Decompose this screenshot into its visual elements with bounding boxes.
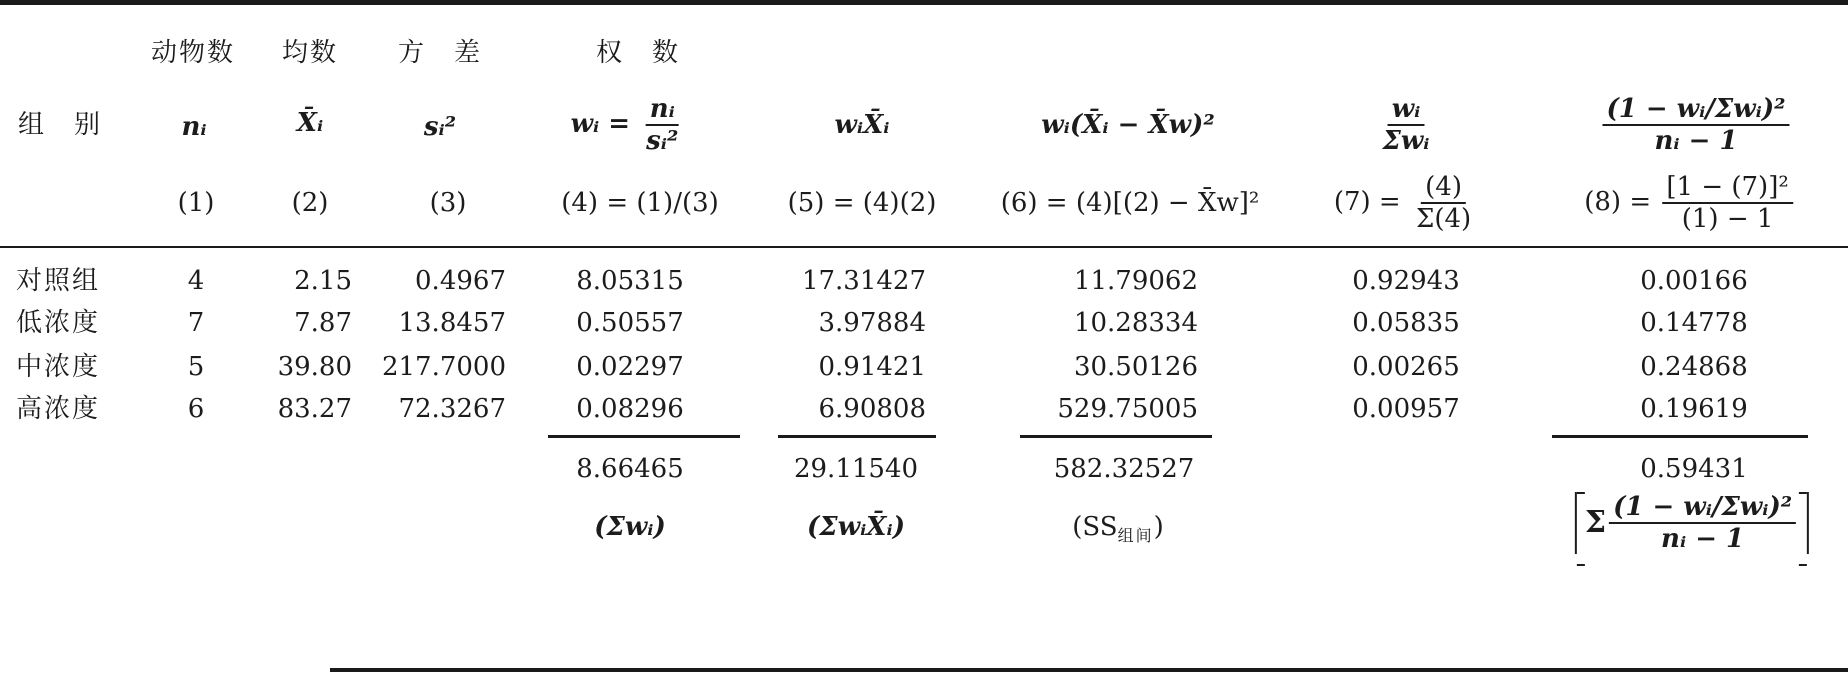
row-4-w: 0.08296 (576, 394, 684, 424)
row-4-group: 高浓度 (16, 394, 101, 424)
row-2-c7: 0.05835 (1352, 308, 1460, 338)
row-1-w: 8.05315 (576, 266, 684, 296)
top-rule (0, 0, 1848, 5)
row-1-group: 对照组 (16, 266, 101, 296)
header-mean: 均数 (281, 38, 339, 68)
row-1-mean: 2.15 (294, 266, 352, 296)
ss-subscript: 组间 (1117, 526, 1154, 546)
total-label-wx: (ΣwᵢX̄ᵢ) (807, 512, 905, 542)
sum-line-wd (1020, 435, 1212, 438)
total-label-wd (1072, 512, 1163, 551)
formula-7-lhs: (7) = (1333, 187, 1401, 217)
header-symbol-weight (571, 94, 686, 156)
c8-sum-numerator: (1 − wᵢ/Σwᵢ)² (1609, 492, 1796, 524)
formula-8-fraction (1662, 172, 1792, 234)
weight-lhs: wᵢ = (570, 109, 631, 139)
row-3-w: 0.02297 (576, 352, 684, 382)
formula-3: (3) (429, 188, 467, 218)
row-2-n: 7 (187, 308, 205, 338)
formula-8-denominator: (1) − 1 (1681, 204, 1774, 234)
formula-8-numerator: [1 − (7)]² (1662, 172, 1792, 204)
row-1-var: 0.4967 (415, 266, 506, 296)
row-3-c7: 0.00265 (1352, 352, 1460, 382)
row-1-n: 4 (187, 266, 205, 296)
total-label-w: (Σwᵢ) (594, 512, 666, 542)
header-animal-count: 动物数 (150, 38, 236, 68)
total-c8: 0.59431 (1640, 454, 1748, 484)
formula-2: (2) (291, 188, 329, 218)
row-2-var: 13.8457 (398, 308, 506, 338)
ratio-fraction (1379, 94, 1434, 156)
header-symbol-ratio (1376, 94, 1437, 156)
row-4-mean: 83.27 (277, 394, 352, 424)
weight-numerator: nᵢ (646, 94, 679, 126)
header-rule (0, 246, 1848, 248)
total-label-c8 (1575, 492, 1809, 554)
row-3-c8: 0.24868 (1640, 352, 1748, 382)
row-4-c7: 0.00957 (1352, 394, 1460, 424)
row-1-wd: 11.79062 (1073, 266, 1198, 296)
row-4-n: 6 (187, 394, 205, 424)
ratio-denominator: Σwᵢ (1382, 126, 1430, 156)
header-symbol-variance: sᵢ² (423, 112, 457, 142)
c8-sum-fraction (1609, 492, 1796, 554)
c8-denominator: nᵢ − 1 (1654, 126, 1738, 156)
ss-suffix: ) (1153, 512, 1164, 542)
bottom-rule (330, 668, 1848, 672)
formula-5: (5) = (4)(2) (787, 188, 937, 218)
header-symbol-wx: wᵢX̄ᵢ (834, 110, 890, 140)
formula-6: (6) = (4)[(2) − X̄w]² (1000, 188, 1260, 218)
formula-8 (1584, 172, 1796, 234)
formula-1: (1) (177, 188, 215, 218)
row-3-mean: 39.80 (277, 352, 352, 382)
c8-fraction (1602, 94, 1789, 156)
ss-prefix: (SS (1072, 512, 1118, 542)
c8-sum-denominator: nᵢ − 1 (1661, 524, 1745, 554)
row-2-group: 低浓度 (16, 308, 101, 338)
row-2-mean: 7.87 (294, 308, 352, 338)
row-4-var: 72.3267 (398, 394, 506, 424)
header-symbol-mean: X̄ᵢ (296, 108, 324, 138)
formula-8-lhs: (8) = (1584, 187, 1652, 217)
header-weight: 权 数 (595, 38, 681, 68)
row-1-c8: 0.00166 (1640, 266, 1748, 296)
header-group: 组 别 (18, 110, 103, 140)
row-3-n: 5 (187, 352, 205, 382)
row-4-c8: 0.19619 (1640, 394, 1748, 424)
row-2-wd: 10.28334 (1073, 308, 1198, 338)
row-1-c7: 0.92943 (1352, 266, 1460, 296)
row-2-w: 0.50557 (576, 308, 684, 338)
formula-4: (4) = (1)/(3) (561, 188, 719, 218)
total-w: 8.66465 (576, 454, 684, 484)
c8-numerator: (1 − wᵢ/Σwᵢ)² (1602, 94, 1789, 126)
weight-denominator: sᵢ² (646, 126, 679, 156)
header-variance: 方 差 (397, 38, 483, 68)
row-3-wx: 0.91421 (818, 352, 926, 382)
header-symbol-n: nᵢ (181, 112, 207, 142)
row-2-wx: 3.97884 (818, 308, 926, 338)
row-1-wx: 17.31427 (801, 266, 926, 296)
header-symbol-c8 (1599, 94, 1792, 156)
sum-line-c8 (1552, 435, 1808, 438)
header-symbol-wd: wᵢ(X̄ᵢ − X̄w)² (1041, 110, 1215, 140)
weight-fraction (642, 94, 682, 156)
row-4-wx: 6.90808 (818, 394, 926, 424)
formula-7-fraction (1412, 172, 1475, 234)
row-3-var: 217.7000 (381, 352, 506, 382)
sum-line-wx (778, 435, 936, 438)
total-wd: 582.32527 (1053, 454, 1195, 484)
row-3-group: 中浓度 (16, 352, 101, 382)
formula-7-numerator: (4) (1421, 172, 1466, 204)
c8-sum-bracket (1575, 492, 1809, 554)
sigma-symbol: Σ (1584, 505, 1607, 540)
ratio-numerator: wᵢ (1388, 94, 1425, 126)
row-2-c8: 0.14778 (1640, 308, 1748, 338)
sum-line-w (548, 435, 740, 438)
total-wx: 29.11540 (793, 454, 919, 484)
row-4-wd: 529.75005 (1057, 394, 1198, 424)
formula-7 (1334, 172, 1478, 234)
row-3-wd: 30.50126 (1073, 352, 1198, 382)
formula-7-denominator: Σ(4) (1415, 204, 1472, 234)
